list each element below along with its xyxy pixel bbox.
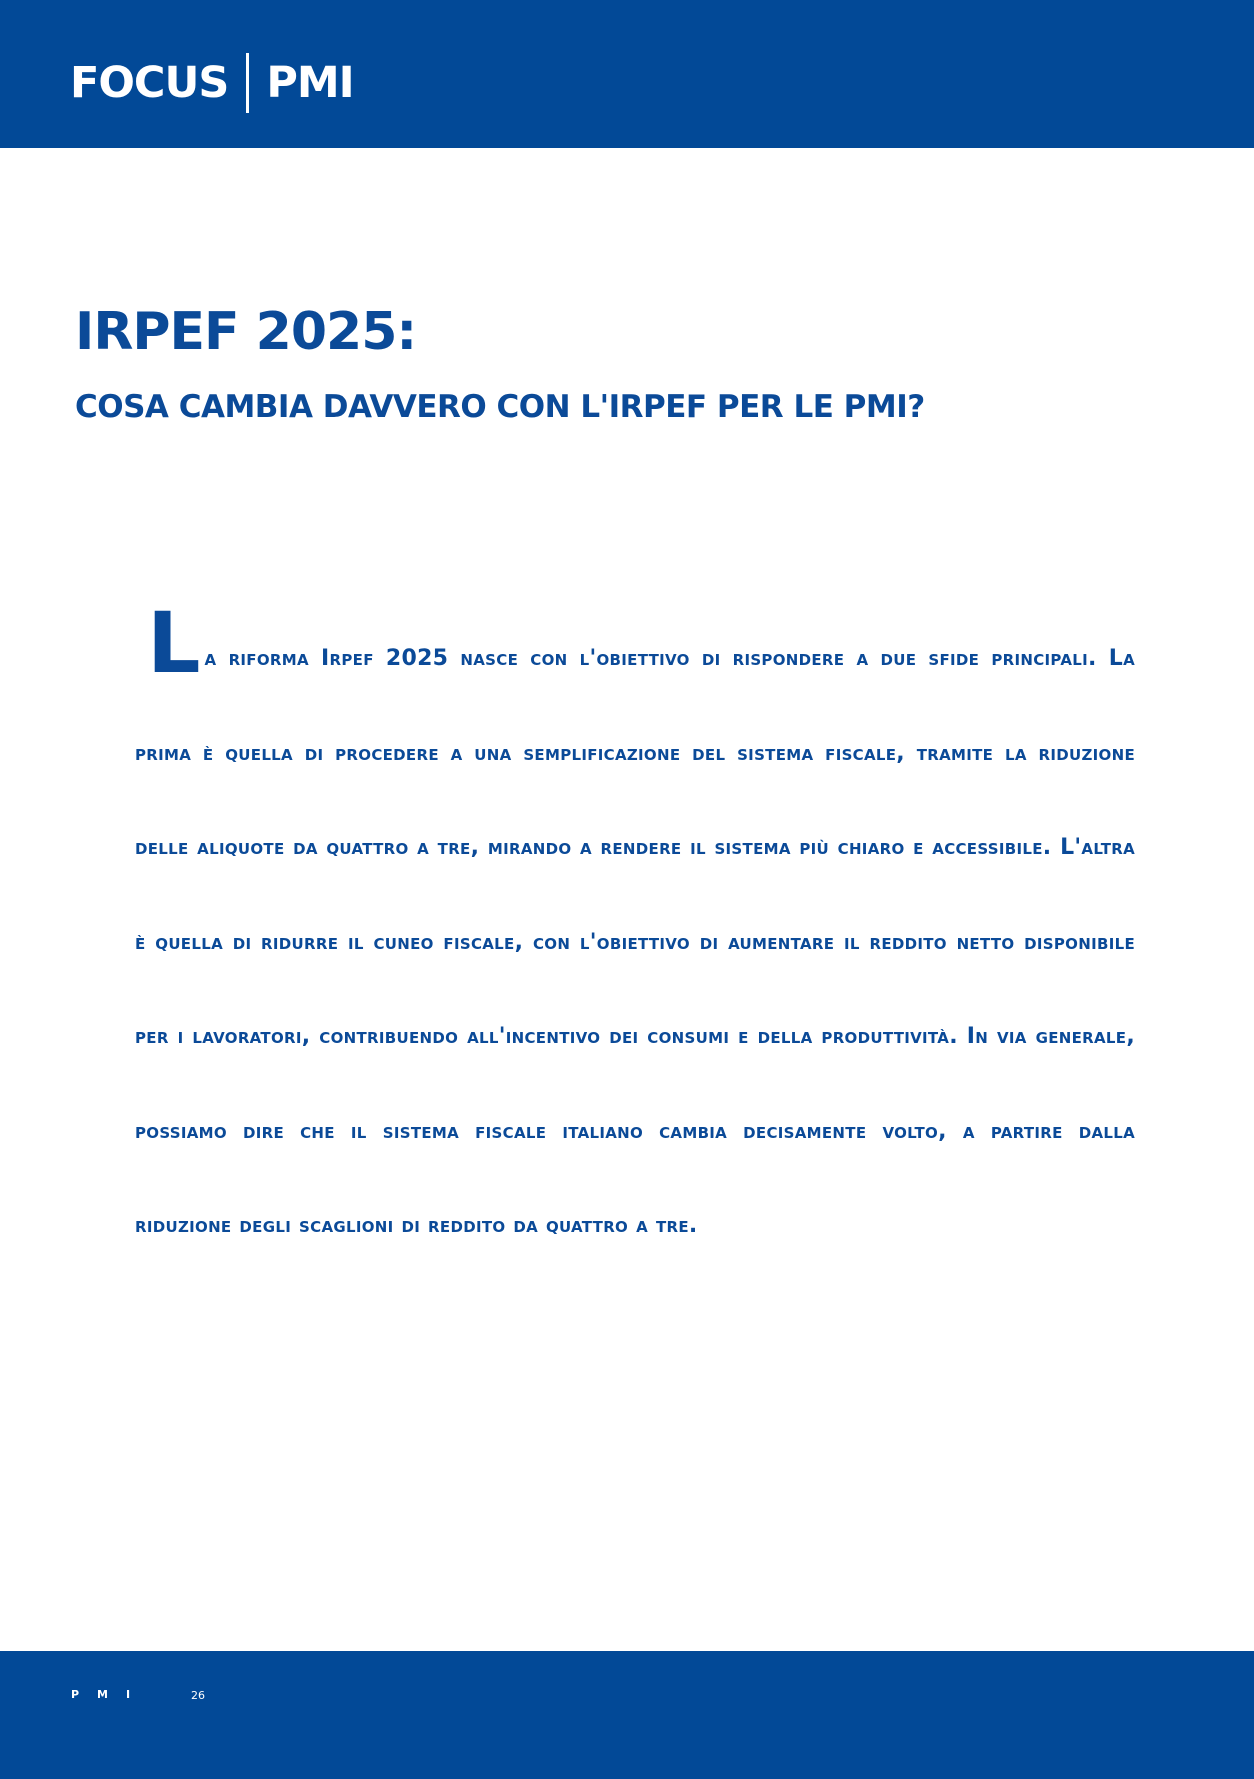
footer-pmi-label: PMI <box>71 1688 149 1701</box>
logo-pmi-word: PMI <box>266 57 354 108</box>
header-band <box>0 0 1254 148</box>
page-title: IRPEF 2025: <box>75 302 417 362</box>
logo-divider <box>246 53 249 113</box>
article-body <box>135 594 1135 1274</box>
article-body-text: a riforma Irpef 2025 nasce con l'obiettivo di rispondere a due sfide principali. La prima è quella di procedere a una semplificazione del sistema fiscale, tramite la riduzione delle aliquote da quattro a tre, mirando a rendere il sistema più chiaro e accessibile. L'altra è quella di ridurre il cuneo fiscale, con l'obiettivo di aumentare il reddito netto disponibile per i lavoratori, contribuendo all'incentivo dei consumi e della produttività. In via generale, possiamo dire che il sistema fiscale italiano cambia decisamente volto, a partire dalla riduzione degli scaglioni di reddito da quattro a tre. <box>135 646 1135 1238</box>
logo-focus-word: FOCUS <box>70 57 229 108</box>
page-number: 26 <box>191 1689 205 1702</box>
drop-cap: L <box>147 594 201 692</box>
focus-pmi-logo <box>70 52 354 114</box>
page-subtitle: COSA CAMBIA DAVVERO CON L'IRPEF PER LE PMI? <box>75 389 925 425</box>
footer-band <box>0 1651 1254 1779</box>
